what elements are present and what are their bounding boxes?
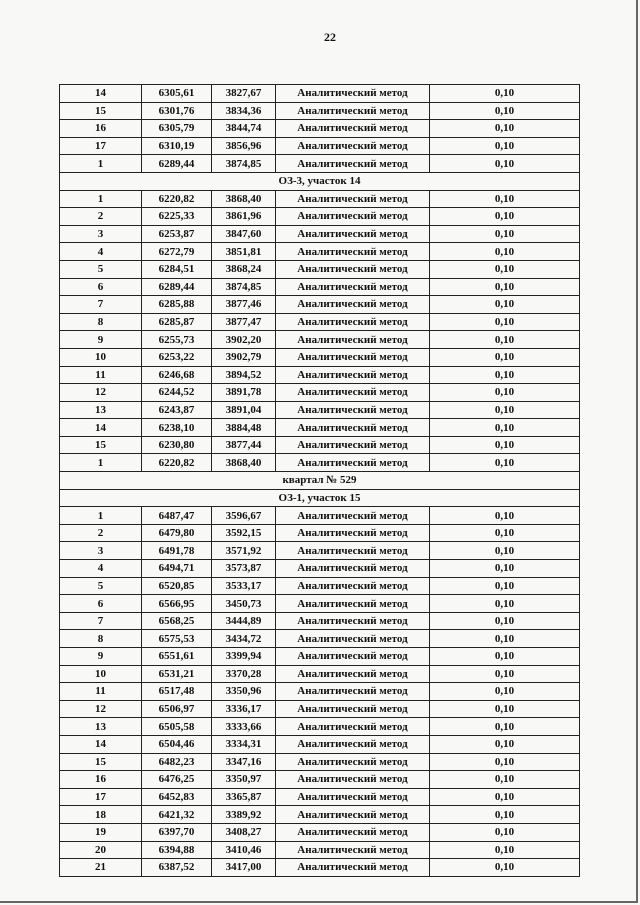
point-number: 13	[60, 718, 142, 736]
point-number: 1	[60, 155, 142, 173]
method-cell: Аналитический метод	[276, 331, 430, 349]
method-cell: Аналитический метод	[276, 700, 430, 718]
coord-y: 3389,92	[212, 806, 276, 824]
table-row	[60, 630, 580, 648]
method-cell: Аналитический метод	[276, 137, 430, 155]
method-cell: Аналитический метод	[276, 313, 430, 331]
method-cell: Аналитический метод	[276, 524, 430, 542]
coord-y: 3847,60	[212, 225, 276, 243]
method-cell: Аналитический метод	[276, 665, 430, 683]
coord-x: 6479,80	[142, 524, 212, 542]
accuracy-cell: 0,10	[430, 648, 580, 666]
table-row	[60, 137, 580, 155]
point-number: 20	[60, 841, 142, 859]
coord-y: 3868,24	[212, 260, 276, 278]
section-header-row	[60, 472, 580, 490]
coord-y: 3334,31	[212, 735, 276, 753]
coord-y: 3851,81	[212, 243, 276, 261]
section-header: ОЗ-3, участок 14	[60, 172, 580, 190]
table-row	[60, 859, 580, 877]
method-cell: Аналитический метод	[276, 278, 430, 296]
coord-x: 6289,44	[142, 155, 212, 173]
method-cell: Аналитический метод	[276, 120, 430, 138]
method-cell: Аналитический метод	[276, 788, 430, 806]
coord-y: 3444,89	[212, 612, 276, 630]
accuracy-cell: 0,10	[430, 735, 580, 753]
coord-x: 6452,83	[142, 788, 212, 806]
method-cell: Аналитический метод	[276, 401, 430, 419]
coord-x: 6243,87	[142, 401, 212, 419]
method-cell: Аналитический метод	[276, 648, 430, 666]
accuracy-cell: 0,10	[430, 595, 580, 613]
point-number: 12	[60, 700, 142, 718]
coord-y: 3596,67	[212, 507, 276, 525]
coord-x: 6487,47	[142, 507, 212, 525]
table-row	[60, 735, 580, 753]
method-cell: Аналитический метод	[276, 155, 430, 173]
method-cell: Аналитический метод	[276, 753, 430, 771]
accuracy-cell: 0,10	[430, 419, 580, 437]
coord-x: 6285,88	[142, 296, 212, 314]
table-row	[60, 348, 580, 366]
table-row	[60, 612, 580, 630]
point-number: 16	[60, 771, 142, 789]
point-number: 7	[60, 296, 142, 314]
method-cell: Аналитический метод	[276, 243, 430, 261]
coord-x: 6494,71	[142, 560, 212, 578]
table-row	[60, 436, 580, 454]
point-number: 15	[60, 436, 142, 454]
accuracy-cell: 0,10	[430, 630, 580, 648]
coord-y: 3370,28	[212, 665, 276, 683]
coord-x: 6482,23	[142, 753, 212, 771]
table-row	[60, 841, 580, 859]
table-row	[60, 313, 580, 331]
table-row	[60, 401, 580, 419]
method-cell: Аналитический метод	[276, 859, 430, 877]
coord-x: 6284,51	[142, 260, 212, 278]
coord-y: 3417,00	[212, 859, 276, 877]
coordinates-table	[59, 84, 580, 877]
table-row	[60, 507, 580, 525]
table-row	[60, 260, 580, 278]
accuracy-cell: 0,10	[430, 823, 580, 841]
coord-x: 6551,61	[142, 648, 212, 666]
table-row	[60, 560, 580, 578]
coord-x: 6246,68	[142, 366, 212, 384]
coord-y: 3868,40	[212, 454, 276, 472]
point-number: 12	[60, 384, 142, 402]
accuracy-cell: 0,10	[430, 120, 580, 138]
accuracy-cell: 0,10	[430, 137, 580, 155]
point-number: 16	[60, 120, 142, 138]
method-cell: Аналитический метод	[276, 735, 430, 753]
accuracy-cell: 0,10	[430, 806, 580, 824]
table-row	[60, 542, 580, 560]
method-cell: Аналитический метод	[276, 366, 430, 384]
accuracy-cell: 0,10	[430, 612, 580, 630]
coord-y: 3874,85	[212, 155, 276, 173]
coord-y: 3834,36	[212, 102, 276, 120]
table-row	[60, 683, 580, 701]
point-number: 4	[60, 560, 142, 578]
point-number: 3	[60, 542, 142, 560]
section-header-row	[60, 172, 580, 190]
coord-x: 6566,95	[142, 595, 212, 613]
table-row	[60, 419, 580, 437]
point-number: 5	[60, 577, 142, 595]
coord-y: 3861,96	[212, 208, 276, 226]
accuracy-cell: 0,10	[430, 155, 580, 173]
table-row	[60, 102, 580, 120]
point-number: 4	[60, 243, 142, 261]
coord-x: 6253,87	[142, 225, 212, 243]
method-cell: Аналитический метод	[276, 419, 430, 437]
accuracy-cell: 0,10	[430, 524, 580, 542]
method-cell: Аналитический метод	[276, 225, 430, 243]
coord-x: 6220,82	[142, 454, 212, 472]
table-row	[60, 577, 580, 595]
coord-x: 6238,10	[142, 419, 212, 437]
coord-y: 3877,47	[212, 313, 276, 331]
accuracy-cell: 0,10	[430, 190, 580, 208]
coord-x: 6253,22	[142, 348, 212, 366]
method-cell: Аналитический метод	[276, 208, 430, 226]
accuracy-cell: 0,10	[430, 577, 580, 595]
accuracy-cell: 0,10	[430, 348, 580, 366]
coord-y: 3902,79	[212, 348, 276, 366]
coord-y: 3434,72	[212, 630, 276, 648]
accuracy-cell: 0,10	[430, 665, 580, 683]
point-number: 11	[60, 366, 142, 384]
coord-y: 3884,48	[212, 419, 276, 437]
point-number: 19	[60, 823, 142, 841]
point-number: 11	[60, 683, 142, 701]
method-cell: Аналитический метод	[276, 384, 430, 402]
accuracy-cell: 0,10	[430, 313, 580, 331]
coord-y: 3410,46	[212, 841, 276, 859]
accuracy-cell: 0,10	[430, 296, 580, 314]
accuracy-cell: 0,10	[430, 454, 580, 472]
coord-y: 3891,78	[212, 384, 276, 402]
coord-x: 6506,97	[142, 700, 212, 718]
coord-y: 3571,92	[212, 542, 276, 560]
coord-x: 6289,44	[142, 278, 212, 296]
accuracy-cell: 0,10	[430, 542, 580, 560]
table-row	[60, 225, 580, 243]
coord-y: 3827,67	[212, 85, 276, 103]
point-number: 21	[60, 859, 142, 877]
coord-x: 6505,58	[142, 718, 212, 736]
method-cell: Аналитический метод	[276, 190, 430, 208]
table-row	[60, 296, 580, 314]
coord-y: 3856,96	[212, 137, 276, 155]
method-cell: Аналитический метод	[276, 595, 430, 613]
coord-x: 6285,87	[142, 313, 212, 331]
method-cell: Аналитический метод	[276, 260, 430, 278]
accuracy-cell: 0,10	[430, 683, 580, 701]
coord-x: 6220,82	[142, 190, 212, 208]
accuracy-cell: 0,10	[430, 225, 580, 243]
point-number: 2	[60, 524, 142, 542]
coord-x: 6301,76	[142, 102, 212, 120]
method-cell: Аналитический метод	[276, 771, 430, 789]
coord-x: 6394,88	[142, 841, 212, 859]
table-row	[60, 278, 580, 296]
accuracy-cell: 0,10	[430, 331, 580, 349]
method-cell: Аналитический метод	[276, 454, 430, 472]
table-row	[60, 718, 580, 736]
point-number: 5	[60, 260, 142, 278]
method-cell: Аналитический метод	[276, 102, 430, 120]
coord-x: 6244,52	[142, 384, 212, 402]
point-number: 14	[60, 85, 142, 103]
coord-x: 6531,21	[142, 665, 212, 683]
accuracy-cell: 0,10	[430, 278, 580, 296]
coord-y: 3347,16	[212, 753, 276, 771]
point-number: 3	[60, 225, 142, 243]
method-cell: Аналитический метод	[276, 841, 430, 859]
accuracy-cell: 0,10	[430, 208, 580, 226]
method-cell: Аналитический метод	[276, 296, 430, 314]
accuracy-cell: 0,10	[430, 841, 580, 859]
point-number: 13	[60, 401, 142, 419]
coord-y: 3450,73	[212, 595, 276, 613]
point-number: 6	[60, 595, 142, 613]
table-row	[60, 155, 580, 173]
table-row	[60, 665, 580, 683]
table-row	[60, 524, 580, 542]
point-number: 17	[60, 137, 142, 155]
coord-x: 6397,70	[142, 823, 212, 841]
table-row	[60, 384, 580, 402]
coord-x: 6517,48	[142, 683, 212, 701]
coord-x: 6520,85	[142, 577, 212, 595]
coord-y: 3894,52	[212, 366, 276, 384]
coord-x: 6310,19	[142, 137, 212, 155]
table-row	[60, 208, 580, 226]
method-cell: Аналитический метод	[276, 436, 430, 454]
coord-y: 3573,87	[212, 560, 276, 578]
coord-y: 3336,17	[212, 700, 276, 718]
coord-y: 3592,15	[212, 524, 276, 542]
coord-y: 3365,87	[212, 788, 276, 806]
method-cell: Аналитический метод	[276, 823, 430, 841]
table-row	[60, 243, 580, 261]
point-number: 1	[60, 507, 142, 525]
accuracy-cell: 0,10	[430, 85, 580, 103]
coord-x: 6272,79	[142, 243, 212, 261]
coord-x: 6476,25	[142, 771, 212, 789]
coord-y: 3891,04	[212, 401, 276, 419]
coord-y: 3868,40	[212, 190, 276, 208]
coord-x: 6305,79	[142, 120, 212, 138]
accuracy-cell: 0,10	[430, 788, 580, 806]
accuracy-cell: 0,10	[430, 560, 580, 578]
point-number: 9	[60, 648, 142, 666]
coord-y: 3350,96	[212, 683, 276, 701]
point-number: 8	[60, 313, 142, 331]
coord-x: 6491,78	[142, 542, 212, 560]
coord-x: 6421,32	[142, 806, 212, 824]
table-row	[60, 806, 580, 824]
coord-y: 3533,17	[212, 577, 276, 595]
coord-x: 6305,61	[142, 85, 212, 103]
table-row	[60, 700, 580, 718]
point-number: 8	[60, 630, 142, 648]
method-cell: Аналитический метод	[276, 806, 430, 824]
coord-x: 6504,46	[142, 735, 212, 753]
accuracy-cell: 0,10	[430, 718, 580, 736]
table-row	[60, 788, 580, 806]
method-cell: Аналитический метод	[276, 630, 430, 648]
method-cell: Аналитический метод	[276, 683, 430, 701]
coord-y: 3408,27	[212, 823, 276, 841]
page-number: 22	[324, 30, 336, 44]
accuracy-cell: 0,10	[430, 384, 580, 402]
method-cell: Аналитический метод	[276, 718, 430, 736]
coord-y: 3877,46	[212, 296, 276, 314]
accuracy-cell: 0,10	[430, 771, 580, 789]
coord-y: 3333,66	[212, 718, 276, 736]
method-cell: Аналитический метод	[276, 348, 430, 366]
table-row	[60, 648, 580, 666]
table-row	[60, 753, 580, 771]
point-number: 18	[60, 806, 142, 824]
point-number: 14	[60, 419, 142, 437]
point-number: 9	[60, 331, 142, 349]
coord-x: 6225,33	[142, 208, 212, 226]
method-cell: Аналитический метод	[276, 577, 430, 595]
accuracy-cell: 0,10	[430, 102, 580, 120]
table-row	[60, 366, 580, 384]
point-number: 10	[60, 348, 142, 366]
point-number: 15	[60, 753, 142, 771]
section-header: квартал № 529	[60, 472, 580, 490]
method-cell: Аналитический метод	[276, 85, 430, 103]
method-cell: Аналитический метод	[276, 560, 430, 578]
method-cell: Аналитический метод	[276, 612, 430, 630]
point-number: 15	[60, 102, 142, 120]
coord-x: 6575,53	[142, 630, 212, 648]
coord-y: 3902,20	[212, 331, 276, 349]
point-number: 7	[60, 612, 142, 630]
accuracy-cell: 0,10	[430, 260, 580, 278]
table-row	[60, 85, 580, 103]
accuracy-cell: 0,10	[430, 700, 580, 718]
accuracy-cell: 0,10	[430, 507, 580, 525]
coord-y: 3844,74	[212, 120, 276, 138]
table-row	[60, 190, 580, 208]
point-number: 17	[60, 788, 142, 806]
coord-x: 6568,25	[142, 612, 212, 630]
table-row	[60, 823, 580, 841]
point-number: 14	[60, 735, 142, 753]
table-row	[60, 595, 580, 613]
table-row	[60, 331, 580, 349]
point-number: 2	[60, 208, 142, 226]
accuracy-cell: 0,10	[430, 401, 580, 419]
accuracy-cell: 0,10	[430, 366, 580, 384]
table-row	[60, 120, 580, 138]
coord-y: 3874,85	[212, 278, 276, 296]
method-cell: Аналитический метод	[276, 542, 430, 560]
table-row	[60, 771, 580, 789]
section-header-row	[60, 489, 580, 507]
accuracy-cell: 0,10	[430, 859, 580, 877]
point-number: 6	[60, 278, 142, 296]
section-header: ОЗ-1, участок 15	[60, 489, 580, 507]
table-row	[60, 454, 580, 472]
method-cell: Аналитический метод	[276, 507, 430, 525]
coord-y: 3399,94	[212, 648, 276, 666]
coord-x: 6255,73	[142, 331, 212, 349]
coord-x: 6387,52	[142, 859, 212, 877]
point-number: 1	[60, 454, 142, 472]
accuracy-cell: 0,10	[430, 436, 580, 454]
point-number: 10	[60, 665, 142, 683]
accuracy-cell: 0,10	[430, 753, 580, 771]
coord-x: 6230,80	[142, 436, 212, 454]
coord-y: 3877,44	[212, 436, 276, 454]
accuracy-cell: 0,10	[430, 243, 580, 261]
point-number: 1	[60, 190, 142, 208]
coord-y: 3350,97	[212, 771, 276, 789]
